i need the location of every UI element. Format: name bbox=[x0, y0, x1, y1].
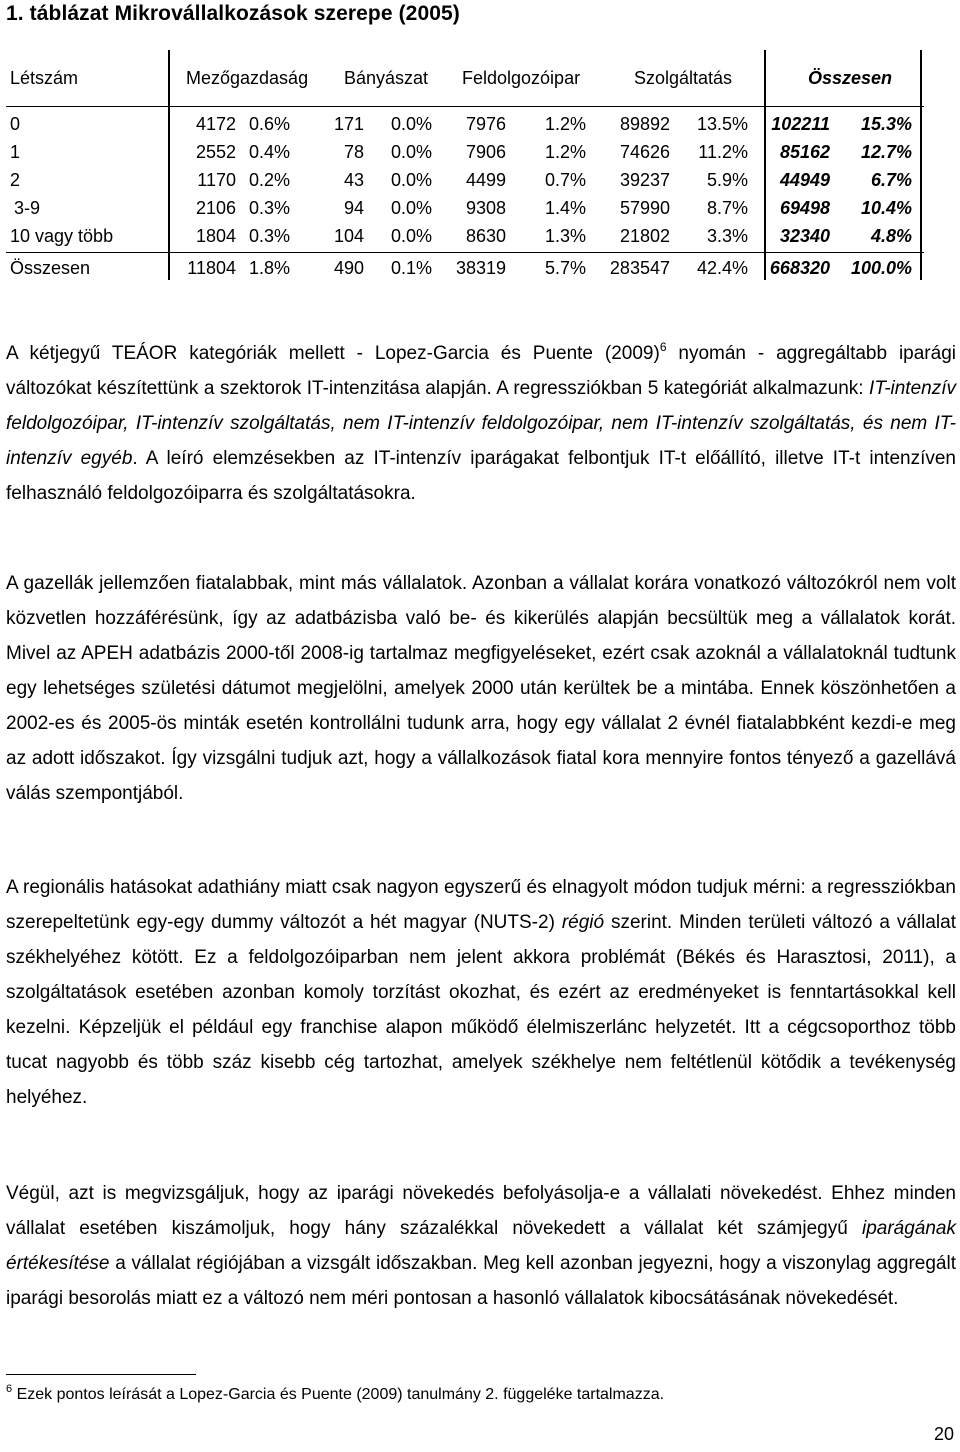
paragraph-4 bbox=[6, 1176, 956, 1316]
table-cell: 0.0% bbox=[390, 142, 432, 162]
table-cell: 490 bbox=[333, 258, 364, 278]
table-cell: 0.0% bbox=[390, 198, 432, 218]
footnote-rule bbox=[6, 1374, 196, 1375]
table-cell: 39237 bbox=[619, 170, 670, 190]
header-szolgaltatas: Szolgáltatás bbox=[634, 68, 733, 88]
table-cell: 1.3% bbox=[544, 226, 586, 246]
row-label: 3-9 bbox=[14, 198, 41, 218]
table-cell: 10.4% bbox=[860, 198, 912, 218]
table-cell: 2552 bbox=[195, 142, 236, 162]
table-cell: 1.8% bbox=[248, 258, 290, 278]
table-cell: 69498 bbox=[779, 198, 830, 218]
table-rule-header bbox=[6, 106, 924, 107]
table-cell: 171 bbox=[333, 114, 364, 134]
table-cell: 1.2% bbox=[544, 142, 586, 162]
p1-text-c: . A leíró elemzésekben az IT-intenzív iparágakat felbontjuk IT-t előállító, illetve IT-t intenzíven felhasználó feldolgozóiparra és szolgáltatásokra. bbox=[6, 448, 956, 504]
p1-text-a: A kétjegyű TEÁOR kategóriák mellett - Lopez-Garcia és Puente (2009) bbox=[6, 343, 660, 364]
table-cell: 1170 bbox=[197, 170, 236, 190]
table-cell: 0.6% bbox=[248, 114, 290, 134]
table-cell: 13.5% bbox=[696, 114, 748, 134]
p3-italic: régió bbox=[561, 912, 605, 933]
row-label: 2 bbox=[10, 170, 21, 190]
row-label: Összesen bbox=[10, 258, 91, 278]
p3-text-a: A regionális hatásokat adathiány miatt csak nagyon egyszerű és elnagyolt módon tudjuk mérni: a regressziókban szerepeltetünk egy-egy dummy változót a hét magyar (NUTS-2) bbox=[6, 877, 956, 933]
p4-italic: iparágának értékesítése bbox=[6, 1218, 956, 1274]
header-banyaszat: Bányászat bbox=[344, 68, 429, 88]
table-cell: 4499 bbox=[465, 170, 506, 190]
table-cell: 3.3% bbox=[706, 226, 748, 246]
p2-text: A gazellák jellemzően fiatalabbak, mint más vállalatok. Azonban a vállalat korára vonatkozó változókról nem volt közvetlen hozzáférésünk, így az adatbázisba való be- és kikerülés alapján becsültük meg a vállalatok korát. Mivel az APEH adatbázis 2000-től 2008-ig tartalmaz megfigyeléseket, ezért csak azoknál a vállalatoknál tudtunk egy lehetséges születési dátumot megjelölni, amelyek 2000 után kerültek be a mintába. Ennek köszönhetően a 2002-es és 2005-ös minták esetén kontrollálni tudunk arra, hogy egy vállalat 2 évnél fiatalabbként kezdi-e meg az adott időszakot. Így vizsgálni tudjuk azt, hogy a vállalkozások fiatal kora mennyire fontos tényező a gazellává válás szempontjából. bbox=[6, 573, 956, 804]
header-osszesen: Összesen bbox=[808, 68, 893, 88]
table-cell: 0.3% bbox=[248, 226, 290, 246]
row-label: 1 bbox=[10, 142, 21, 162]
footnote bbox=[6, 1383, 665, 1404]
paragraph-2 bbox=[6, 566, 956, 811]
table-cell: 42.4% bbox=[696, 258, 748, 278]
table-cell: 100.0% bbox=[850, 258, 912, 278]
table-cell: 0.1% bbox=[390, 258, 432, 278]
table-cell: 104 bbox=[333, 226, 364, 246]
table-cell: 283547 bbox=[609, 258, 670, 278]
table-cell: 7976 bbox=[465, 114, 506, 134]
footnote-number: 6 bbox=[6, 1383, 13, 1395]
p4-text-a: Végül, azt is megvizsgáljuk, hogy az iparági növekedés befolyásolja-e a vállalati növekedést. Ehhez minden vállalat esetében kiszámoljuk, hogy hány százalékkal növekedett a vállalat két számjegyű bbox=[6, 1183, 956, 1239]
row-label: 10 vagy több bbox=[10, 226, 114, 246]
table-cell: 38319 bbox=[455, 258, 506, 278]
table-cell: 94 bbox=[343, 198, 364, 218]
table-cell: 21802 bbox=[619, 226, 670, 246]
table-cell: 0.0% bbox=[390, 114, 432, 134]
table-cell: 1.4% bbox=[544, 198, 586, 218]
table-rule-total bbox=[6, 252, 924, 253]
table-cell: 57990 bbox=[619, 198, 670, 218]
table-cell: 5.9% bbox=[706, 170, 748, 190]
table-cell: 0.2% bbox=[248, 170, 290, 190]
table-cell: 44949 bbox=[779, 170, 830, 190]
page-number: 20 bbox=[933, 1424, 954, 1444]
table-cell: 4.8% bbox=[870, 226, 912, 246]
header-mezogazdasag: Mezőgazdaság bbox=[186, 68, 309, 88]
table-cell: 89892 bbox=[619, 114, 670, 134]
table-cell: 74626 bbox=[619, 142, 670, 162]
table-cell: 11804 bbox=[187, 258, 236, 278]
header-letszam: Létszám bbox=[10, 68, 79, 88]
row-label: 0 bbox=[10, 114, 21, 134]
table-cell: 7906 bbox=[465, 142, 506, 162]
paragraph-3 bbox=[6, 870, 956, 1115]
table-cell: 8630 bbox=[465, 226, 506, 246]
table-cell: 6.7% bbox=[870, 170, 912, 190]
table-cell: 12.7% bbox=[860, 142, 912, 162]
table-cell: 5.7% bbox=[544, 258, 586, 278]
footnote-ref: 6 bbox=[659, 340, 667, 354]
p1-text-b: nyomán - aggregáltabb iparági változókat készítettünk a szektorok IT-intenzitása alapján. A regressziókban 5 kategóriát alkalmazunk: bbox=[6, 343, 956, 399]
data-table bbox=[0, 0, 960, 290]
table-cell: 8.7% bbox=[706, 198, 748, 218]
table-cell: 1804 bbox=[195, 226, 236, 246]
table-cell: 85162 bbox=[779, 142, 830, 162]
table-cell: 0.7% bbox=[544, 170, 586, 190]
table-cell: 15.3% bbox=[860, 114, 912, 134]
table-divider-1 bbox=[168, 50, 170, 280]
table-cell: 2106 bbox=[195, 198, 236, 218]
table-divider-3 bbox=[920, 50, 922, 280]
table-cell: 11.2% bbox=[698, 142, 748, 162]
paragraph-1 bbox=[6, 336, 956, 511]
table-cell: 668320 bbox=[769, 258, 830, 278]
table-cell: 78 bbox=[343, 142, 364, 162]
table-title: 1. táblázat Mikrovállalkozások szerepe (2005) bbox=[6, 2, 460, 25]
table-cell: 102211 bbox=[771, 114, 830, 134]
table-cell: 0.0% bbox=[390, 226, 432, 246]
table-cell: 43 bbox=[343, 170, 364, 190]
table-cell: 9308 bbox=[465, 198, 506, 218]
table-cell: 1.2% bbox=[544, 114, 586, 134]
table-cell: 0.0% bbox=[390, 170, 432, 190]
p3-text-b: szerint. Minden területi változó a vállalat székhelyéhez kötött. Ez a feldolgozóiparban nem jelent akkora problémát (Békés és Harasztosi, 2011), a szolgáltatások esetében azonban komoly torzítást okozhat, és ezért az eredményeket is fenntartásokkal kell kezelni. Képzeljük el például egy franchise alapon működő élelmiszerlánc helyzetét. Itt a cégcsoporthoz több tucat nagyobb és több száz kisebb cég tartozhat, amelyek székhelye nem feltétlenül kötődik a tevékenység helyéhez. bbox=[6, 912, 956, 1108]
p4-text-b: a vállalat régiójában a vizsgált időszakban. Meg kell azonban jegyezni, hogy a viszonylag aggregált iparági besorolás miatt ez a változó nem méri pontosan a hasonló vállalatok kibocsátásának növekedését. bbox=[6, 1253, 956, 1309]
p1-italic: IT-intenzív feldolgozóipar, IT-intenzív szolgáltatás, nem IT-intenzív feldolgozóipar, nem IT-intenzív szolgáltatás, és nem IT-intenzív egyéb bbox=[6, 378, 956, 469]
footnote-text: Ezek pontos leírását a Lopez-Garcia és Puente (2009) tanulmány 2. függeléke tartalmazza. bbox=[12, 1386, 665, 1403]
table-cell: 4172 bbox=[195, 114, 236, 134]
header-feldolgozoipar: Feldolgozóipar bbox=[462, 68, 581, 88]
table-cell: 0.4% bbox=[248, 142, 290, 162]
table-divider-2 bbox=[764, 50, 766, 280]
table-cell: 0.3% bbox=[248, 198, 290, 218]
table-cell: 32340 bbox=[779, 226, 830, 246]
